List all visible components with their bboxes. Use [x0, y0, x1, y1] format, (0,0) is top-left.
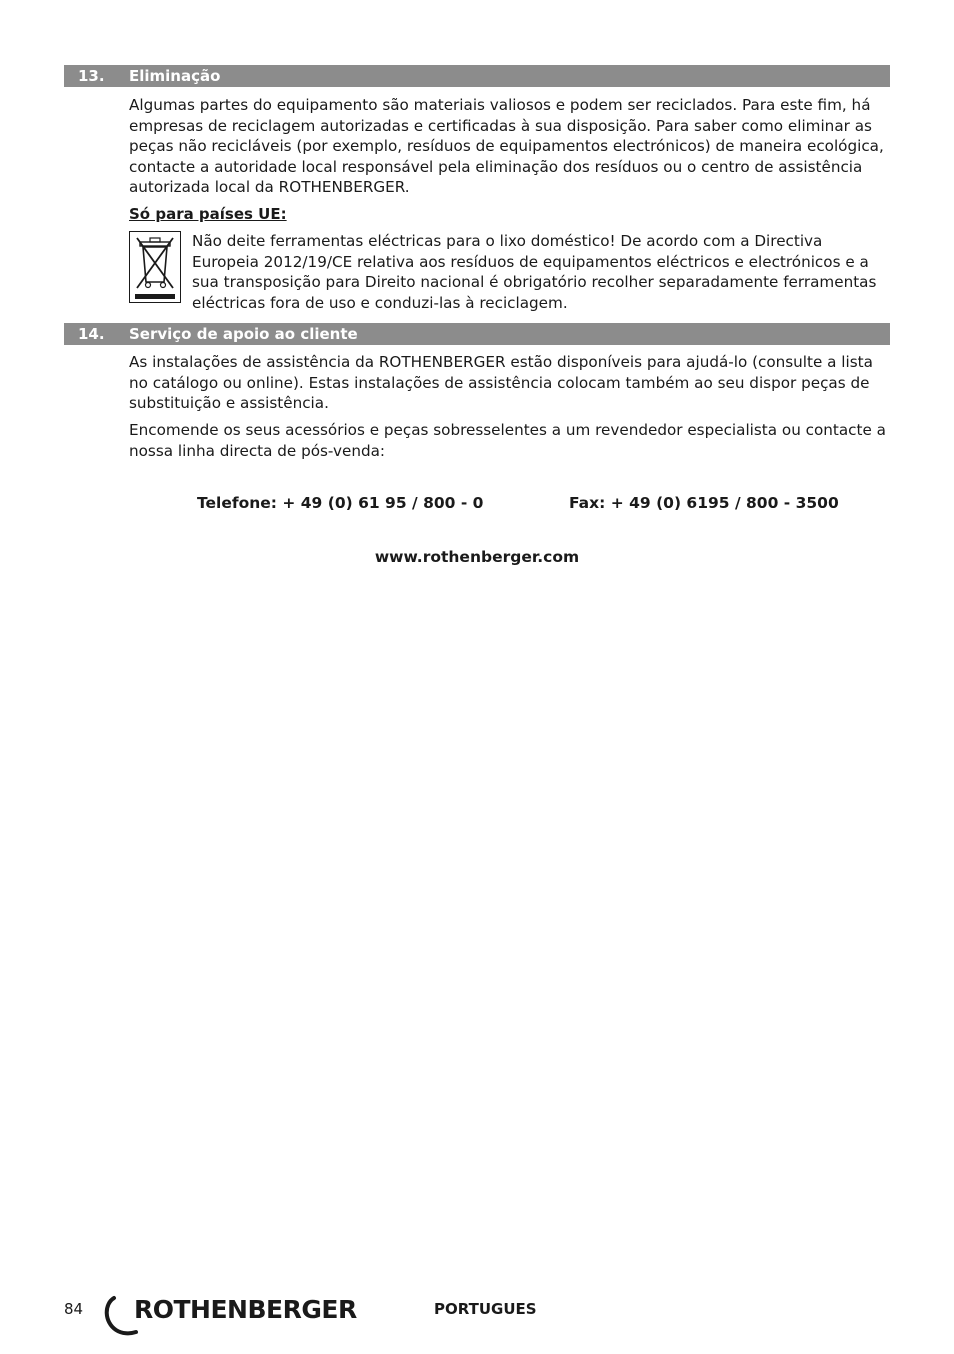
- section-14-header: [64, 323, 890, 345]
- brand-name: ROTHENBERGER: [134, 1295, 357, 1324]
- section-title: Serviço de apoio ao cliente: [129, 325, 358, 343]
- fax-number: Fax: + 49 (0) 6195 / 800 - 3500: [569, 494, 839, 512]
- website-link[interactable]: www.rothenberger.com: [374, 548, 580, 566]
- weee-directive-text: Não deite ferramentas eléctricas para o lixo doméstico! De acordo com a Directiva Europeia 2012/19/CE relativa aos resíduos de equipamentos eléctricos e electrónicos e a sua transposição para Direito nacional é obrigatório recolher separadamente ferramentas eléctricas fora de uso e conduzi-las à reciclagem.: [192, 232, 877, 312]
- page-number: 84: [64, 1300, 84, 1318]
- disposal-paragraph: Algumas partes do equipamento são materiais valiosos e podem ser reciclados. Para este fim, há empresas de reciclagem autorizadas e certificadas à sua disposição. Para saber como eliminar as peças não recicláveis (por exemplo, resíduos de equipamentos electrónicos) de maneira ecológica, contacte a autoridade local responsável pela eliminação dos resíduos ou o centro de assistência autorizada local da ROTHENBERGER.: [129, 96, 884, 197]
- section-number: 14.: [78, 325, 105, 343]
- rothenberger-logo: [100, 1290, 357, 1336]
- section-13-header: [64, 65, 890, 87]
- eu-only-label: Só para países UE:: [129, 205, 287, 223]
- order-paragraph: Encomende os seus acessórios e peças sobresselentes a um revendedor especialista ou contacte a nossa linha directa de pós-venda:: [129, 421, 886, 460]
- service-paragraph: As instalações de assistência da ROTHENBERGER estão disponíveis para ajudá-lo (consulte a lista no catálogo ou online). Estas instalações de assistência colocam também ao seu dispor peças de substituição e assistência.: [129, 353, 873, 413]
- weee-bin-icon: [129, 231, 181, 303]
- language-label: PORTUGUES: [434, 1300, 537, 1318]
- section-title: Eliminação: [129, 67, 221, 85]
- section-number: 13.: [78, 67, 105, 85]
- phone-number: Telefone: + 49 (0) 61 95 / 800 - 0: [197, 494, 484, 512]
